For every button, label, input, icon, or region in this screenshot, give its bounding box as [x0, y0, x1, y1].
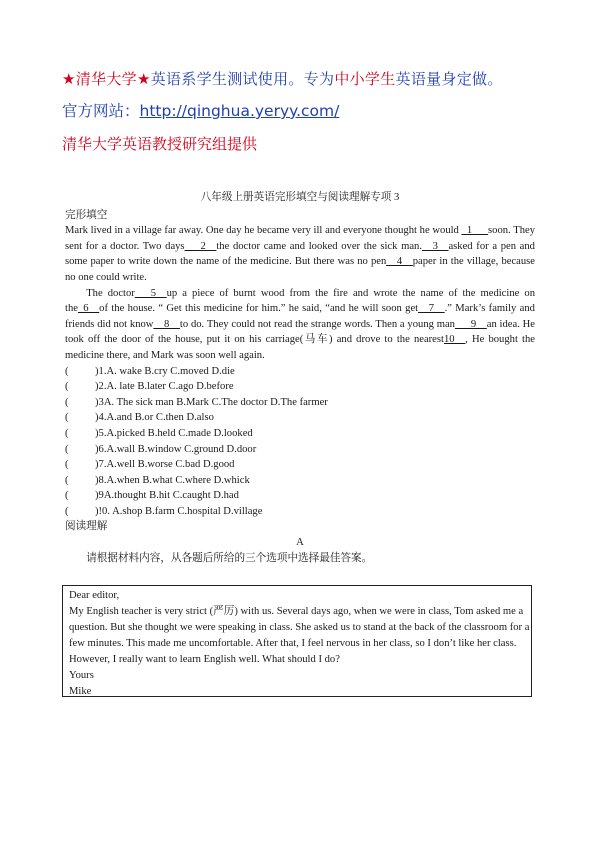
options-list: [65, 364, 535, 520]
banner-red-b: 中小学生: [334, 70, 396, 88]
text: an idea. He took off the door of the house, put it on his carriage(马车) and drove to the nearest: [65, 318, 535, 346]
banner-red-a: ★清华大学★: [62, 70, 151, 88]
letter-body: My English teacher is very strict (严厉) with us. Several days ago, when we were in class, Tom asked me a question. But she thought we were speaking in class. She asked us to stand at the back of the classroom for a few minutes. This made me uncomfortable. After that, I feel nervous in her class, so I don’t like her class. However, I really want to learn English well. What should I do?: [69, 606, 530, 665]
instruction-text: 请根据材料内容，从各题后所给的三个选项中选择最佳答案。: [86, 552, 373, 564]
answer-paren[interactable]: (: [65, 396, 69, 408]
option-text: )8.A.when B.what C.where D.whick: [95, 474, 250, 486]
option-text: )4.A.and B.or C.then D.also: [95, 412, 214, 424]
option-row: [65, 473, 535, 489]
answer-paren[interactable]: (: [65, 474, 69, 486]
answer-paren[interactable]: (: [65, 459, 69, 471]
option-text: )1.A. wake B.cry C.moved D.die: [95, 365, 235, 377]
blank-7: __7__: [418, 303, 445, 315]
banner-line-1: [62, 68, 592, 89]
text: soon. They sent for a doctor. Two days: [65, 225, 535, 252]
option-row: [65, 395, 535, 411]
blank-6: _6__: [77, 303, 100, 315]
blank-9: ___9__: [454, 318, 487, 330]
answer-paren[interactable]: (: [65, 505, 69, 517]
option-text: )2.A. late B.later C.ago D.before: [95, 381, 234, 393]
text: of the house. “ Get this medicine for him.” he said, “and he will soon get: [99, 303, 419, 315]
text: up a piece of burnt wood from the fire and wrote the name of the medicine on the: [65, 287, 536, 315]
banner-line-2: [62, 99, 592, 121]
option-text: )9A.thought B.hit C.caught D.had: [95, 490, 239, 502]
section-reading-heading: 阅读理解: [65, 521, 108, 533]
option-row: [65, 457, 535, 473]
answer-paren[interactable]: (: [65, 427, 69, 439]
option-row: [65, 379, 535, 395]
cloze-paragraph-2: [65, 286, 535, 364]
passage-label: A: [296, 537, 304, 549]
document-body: [65, 190, 535, 566]
option-text: )!0. A.shop B.farm C.hospital D.village: [95, 505, 263, 517]
letter-signature: Mike: [69, 686, 92, 697]
letter-box: [62, 585, 532, 697]
option-row: [65, 364, 535, 380]
letter-closing: Yours: [69, 670, 94, 681]
cloze-paragraph-1: [65, 223, 535, 285]
website-label: 官方网站：: [62, 102, 140, 120]
option-text: )5.A.picked B.held C.made D.looked: [95, 427, 253, 439]
blank-4: __4__: [386, 256, 413, 268]
answer-paren[interactable]: (: [65, 365, 69, 377]
section-cloze-heading: 完形填空: [65, 209, 108, 221]
option-text: )7.A.well B.worse C.bad D.good: [95, 459, 235, 471]
text: the doctor came and looked over the sick man.: [216, 240, 422, 252]
text: The doctor: [86, 287, 135, 299]
text: to do. They could not read the strange words. Then a young man: [179, 318, 455, 330]
option-row: [65, 488, 535, 504]
option-row: [65, 410, 535, 426]
option-row: [65, 442, 535, 458]
blank-1: _1___: [461, 225, 489, 237]
option-row: [65, 504, 535, 520]
banner-line-3: 清华大学英语教授研究组提供: [62, 135, 258, 153]
blank-2: ___2__: [184, 240, 217, 252]
text: , He bought the medicine there, and Mark was soon well again.: [65, 334, 535, 361]
answer-paren[interactable]: (: [65, 443, 69, 455]
banner-blue-b: 英语量身定做。: [395, 70, 503, 88]
text: paper in the village, because no one could write.: [65, 256, 535, 283]
letter-greeting: Dear editor,: [69, 590, 120, 601]
website-link[interactable]: http://qinghua.yeryy.com/: [139, 102, 340, 120]
answer-paren[interactable]: (: [65, 490, 69, 502]
option-text: )3A. The sick man B.Mark C.The doctor D.The farmer: [95, 396, 328, 408]
option-row: [65, 426, 535, 442]
text: asked for a pen and some paper to write down the name of the medicine. But there was no pen: [65, 240, 535, 268]
answer-paren[interactable]: (: [65, 381, 69, 393]
header-banner: [62, 68, 592, 154]
text: .” Mark’s family and friends did not know: [65, 303, 535, 330]
blank-3: __3__: [422, 240, 449, 252]
option-text: )6.A.wall B.window C.ground D.door: [95, 443, 257, 455]
blank-5: ___5__: [134, 287, 167, 299]
banner-blue-a: 英语系学生测试使用。专为: [150, 70, 335, 88]
blank-8: __8__: [153, 318, 180, 330]
blank-10: 10__: [443, 334, 466, 346]
document-title: 八年级上册英语完形填空与阅读理解专项 3: [200, 192, 400, 203]
text: Mark lived in a village far away. One day he became very ill and everyone thought he would: [65, 225, 462, 237]
answer-paren[interactable]: (: [65, 412, 69, 424]
